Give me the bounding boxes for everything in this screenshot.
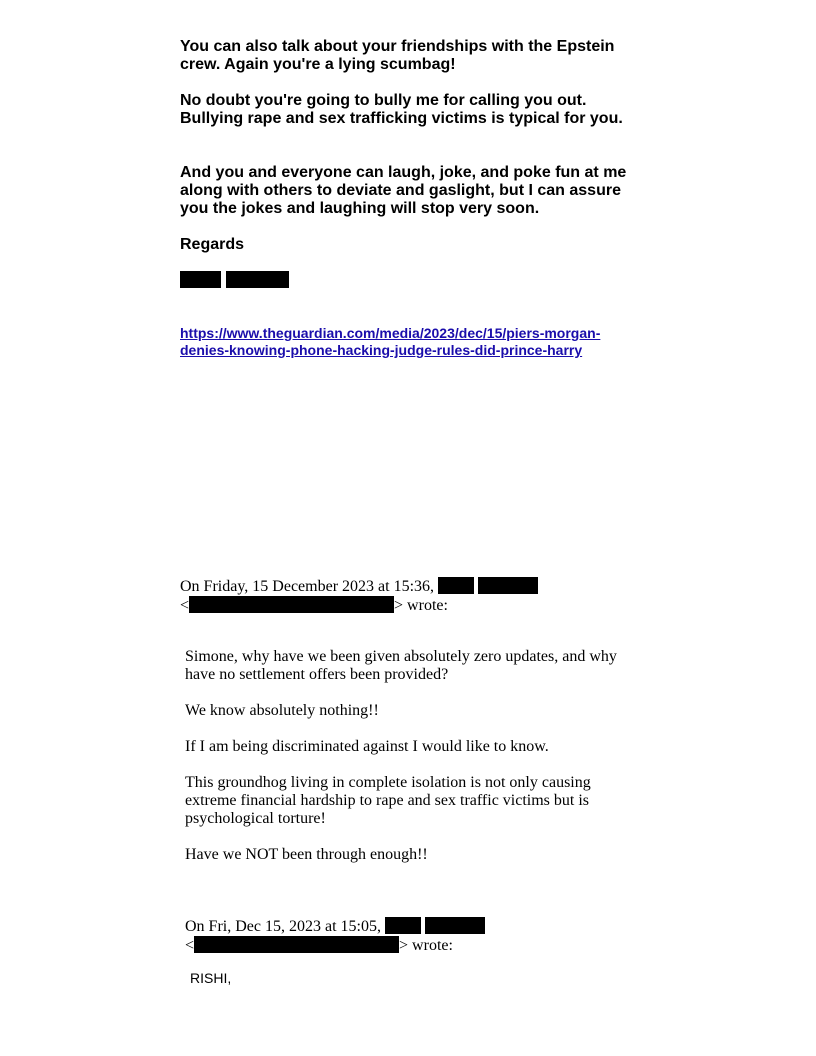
redaction-block: [189, 596, 394, 613]
quote-header-wrote: > wrote:: [394, 597, 448, 614]
guardian-article-link[interactable]: [180, 325, 620, 359]
quote1-paragraph-4: This groundhog living in complete isolation is not only causing extreme financial hardship to rape and sex traffic victims but is psychological torture!: [185, 774, 591, 827]
redaction-block: [438, 577, 474, 594]
regards-text: Regards: [180, 236, 245, 253]
email-paragraph-1: You can also talk about your friendships with the Epstein crew. Again you're a lying scumbag!: [180, 38, 615, 73]
redaction-block: [425, 917, 485, 934]
redaction-block: [478, 577, 538, 594]
quote-header-2: [185, 917, 645, 955]
link-text-line-1: https://www.theguardian.com/media/2023/dec/15/piers-morgan-: [180, 325, 601, 341]
email-paragraph-2: No doubt you're going to bully me for calling you out. Bullying rape and sex trafficking victims is typical for you.: [180, 92, 623, 127]
redaction-block: [226, 271, 289, 288]
quote1-paragraph-3: If I am being discriminated against I would like to know.: [185, 738, 549, 755]
quote-header-bracket: <: [180, 597, 190, 614]
quote-header-bracket: <: [185, 937, 195, 954]
redacted-signature: [180, 271, 289, 290]
quote-header-1: [180, 577, 640, 615]
link-text-line-2: denies-knowing-phone-hacking-judge-rules-did-prince-harry: [180, 342, 583, 358]
redaction-block: [180, 271, 221, 288]
quote-header-date: On Friday, 15 December 2023 at 15:36,: [180, 578, 435, 595]
email-paragraph-3: And you and everyone can laugh, joke, and poke fun at me along with others to deviate and gaslight, but I can assure you the jokes and laughing will stop very soon.: [180, 164, 627, 217]
quote-header-date: On Fri, Dec 15, 2023 at 15:05,: [185, 918, 381, 935]
quote1-paragraph-2: We know absolutely nothing!!: [185, 702, 379, 719]
quote1-paragraph-1: Simone, why have we been given absolutely zero updates, and why have no settlement offers been provided?: [185, 648, 617, 683]
quote1-paragraph-5: Have we NOT been through enough!!: [185, 846, 428, 863]
quote-header-wrote: > wrote:: [399, 937, 453, 954]
quote2-greeting: RISHI,: [190, 970, 232, 986]
redaction-block: [385, 917, 421, 934]
redaction-block: [194, 936, 399, 953]
